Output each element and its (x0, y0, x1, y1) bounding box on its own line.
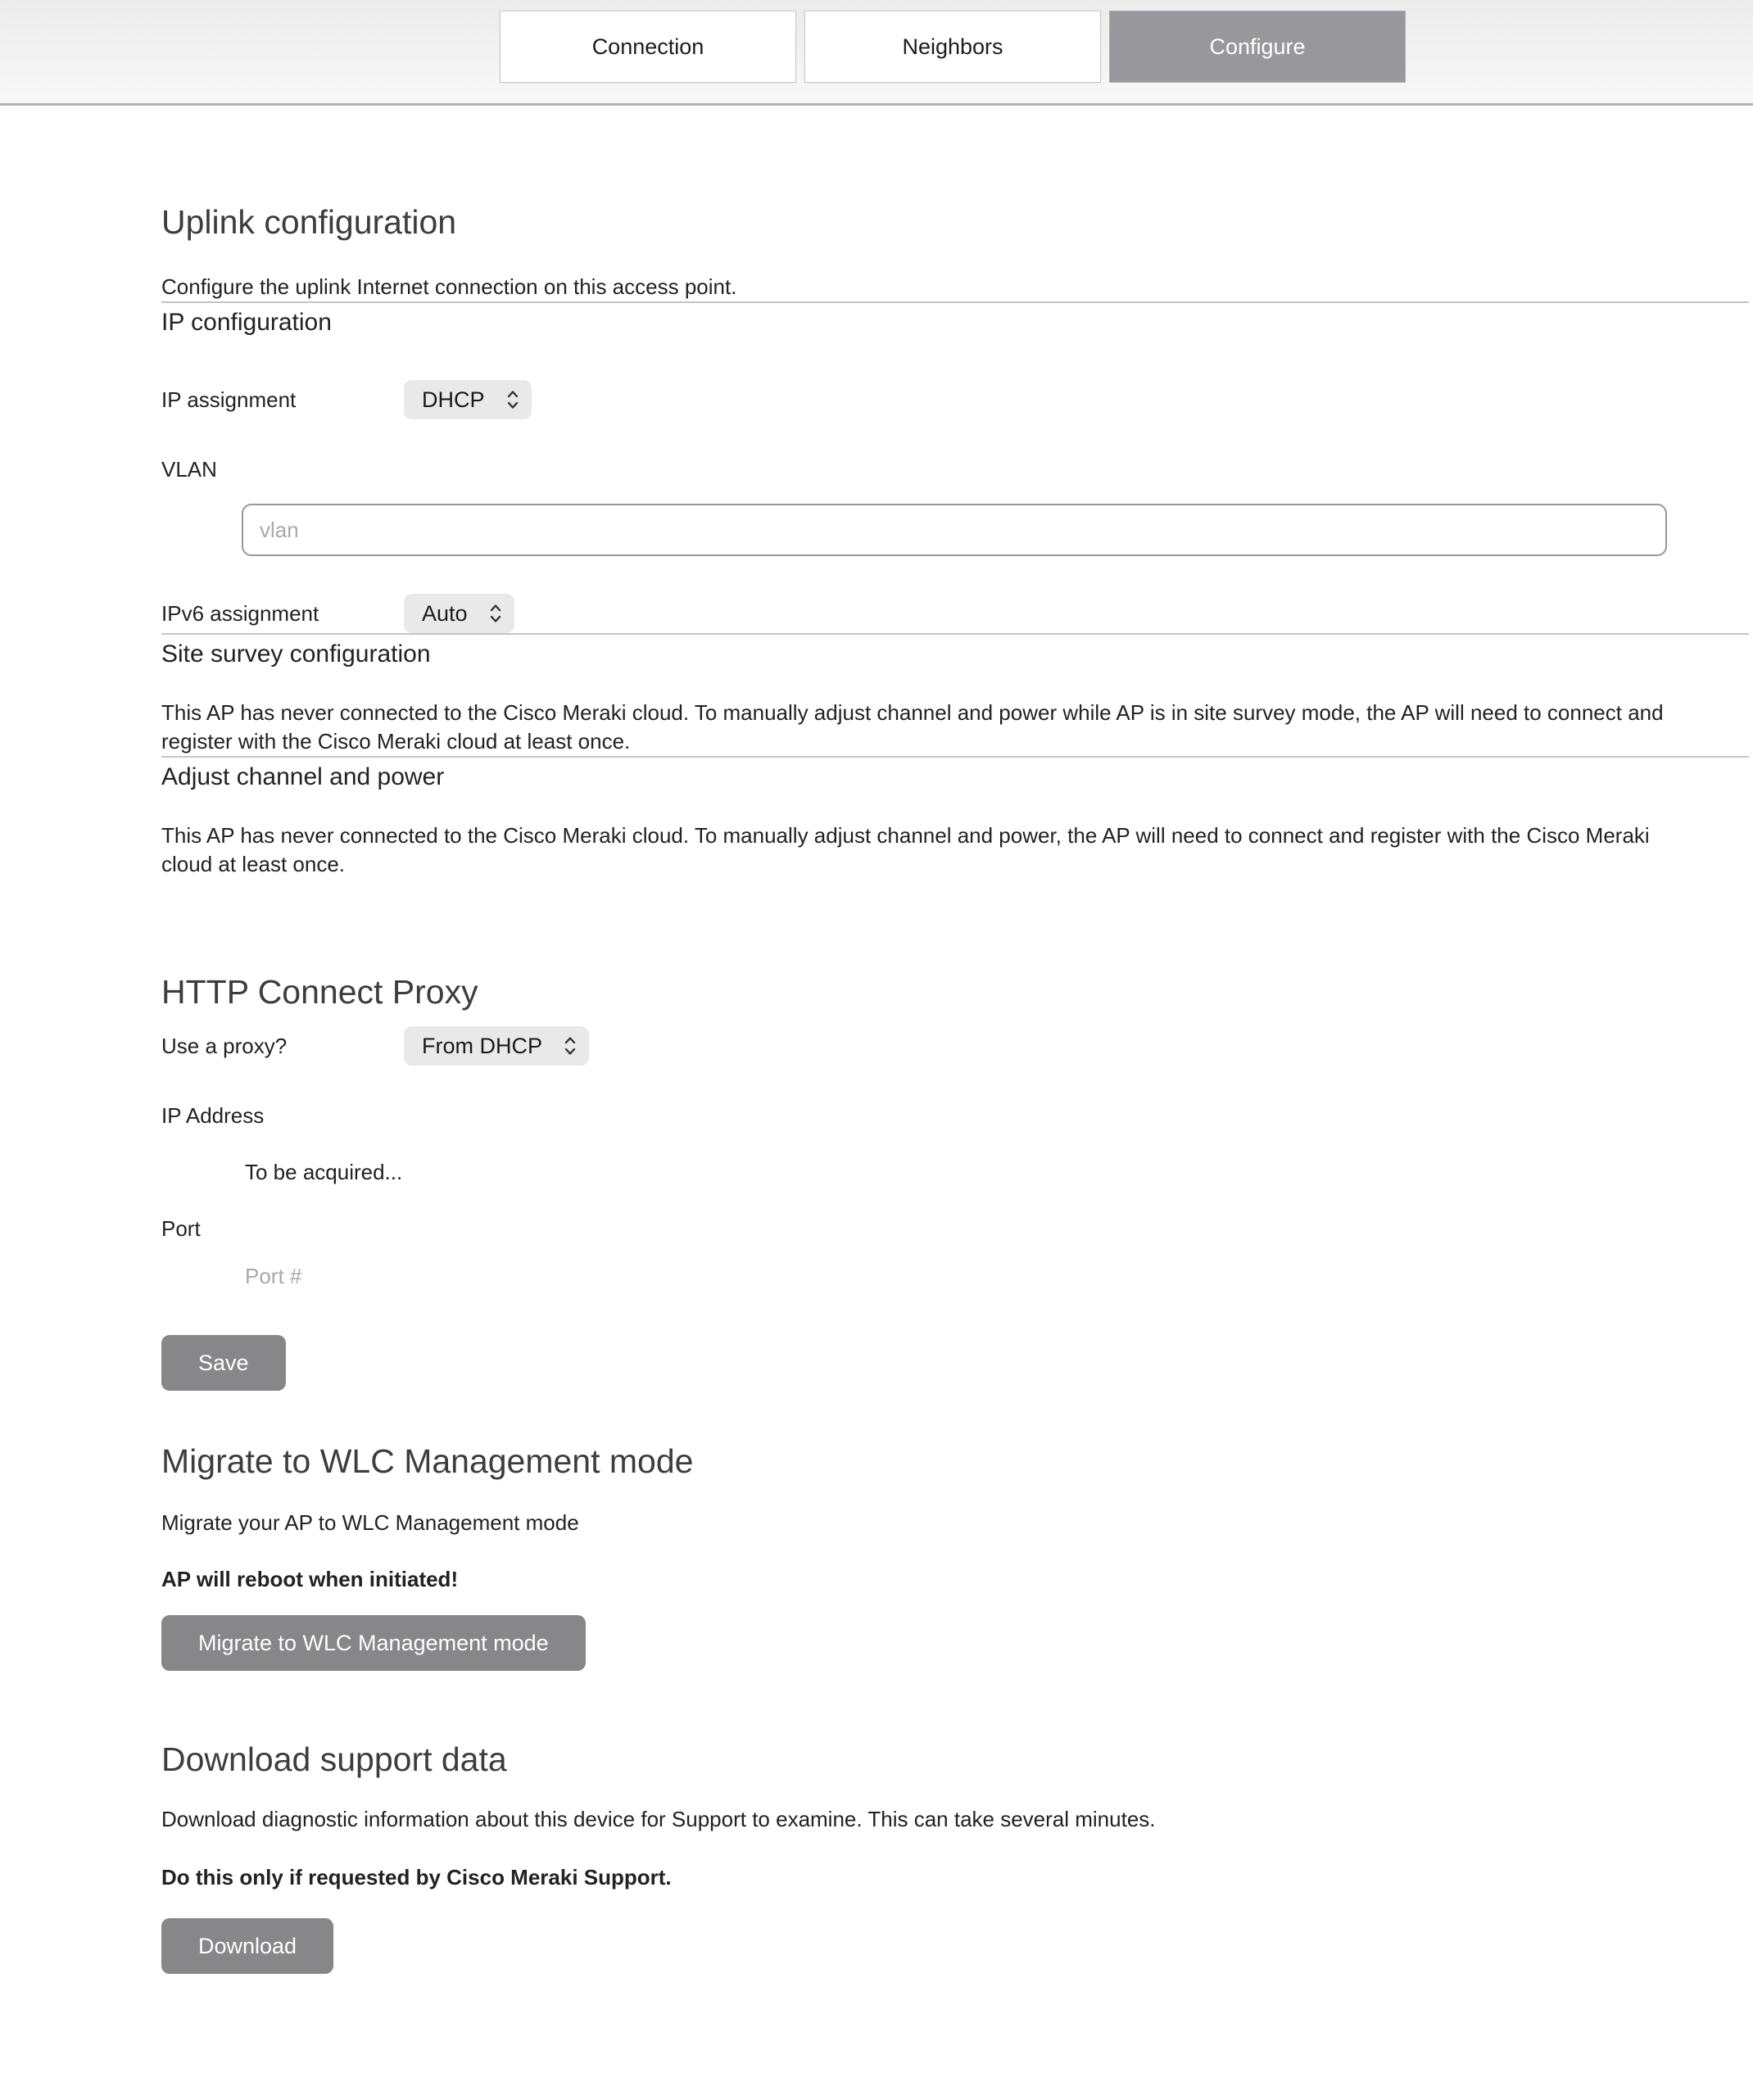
tab-neighbors[interactable]: Neighbors (804, 11, 1101, 83)
use-proxy-select[interactable] (404, 1026, 589, 1066)
chevron-up-down-icon (564, 1035, 577, 1057)
proxy-ip-address-value: To be acquired... (245, 1160, 403, 1184)
proxy-port-label: Port (161, 1216, 201, 1241)
proxy-port-input[interactable] (245, 1253, 655, 1299)
ip-assignment-label: IP assignment (161, 387, 297, 412)
ip-assignment-select[interactable] (404, 380, 532, 419)
section-divider (161, 301, 1749, 303)
tab-configure[interactable]: Configure (1109, 11, 1406, 83)
migrate-wlc-description: Migrate your AP to WLC Management mode (161, 1510, 579, 1535)
proxy-ip-address-label: IP Address (161, 1103, 265, 1128)
download-support-warning: Do this only if requested by Cisco Meraki Support. (161, 1865, 672, 1890)
download-support-description: Download diagnostic information about this device for Support to examine. This can take several minutes. (161, 1807, 1156, 1831)
migrate-wlc-button[interactable]: Migrate to WLC Management mode (161, 1615, 586, 1671)
uplink-configuration-title: Uplink configuration (161, 203, 457, 241)
use-proxy-label: Use a proxy? (161, 1033, 288, 1058)
uplink-configuration-description: Configure the uplink Internet connection on this access point. (161, 274, 737, 299)
migrate-wlc-warning: AP will reboot when initiated! (161, 1567, 459, 1591)
download-support-title: Download support data (161, 1740, 507, 1778)
save-button[interactable]: Save (161, 1335, 286, 1391)
ip-configuration-title: IP configuration (161, 309, 332, 336)
http-connect-proxy-title: HTTP Connect Proxy (161, 973, 478, 1011)
download-button[interactable]: Download (161, 1918, 333, 1974)
section-divider (161, 756, 1749, 758)
use-proxy-selected-value: From DHCP (422, 1033, 542, 1058)
ipv6-assignment-label: IPv6 assignment (161, 600, 319, 626)
site-survey-title: Site survey configuration (161, 640, 431, 668)
ipv6-assignment-row (161, 594, 1671, 633)
ipv6-assignment-selected-value: Auto (422, 600, 468, 626)
adjust-channel-title: Adjust channel and power (161, 763, 445, 790)
use-proxy-row (161, 1026, 1671, 1066)
vlan-input[interactable] (242, 504, 1667, 556)
tab-connection[interactable]: Connection (500, 11, 796, 83)
adjust-channel-description: This AP has never connected to the Cisco Meraki cloud. To manually adjust channel and power, the AP will need to connect and register with the Cisco Meraki cloud at least once. (161, 823, 1650, 876)
section-divider (161, 633, 1749, 635)
ip-assignment-row (161, 380, 1671, 419)
chevron-up-down-icon (489, 603, 502, 624)
ip-assignment-selected-value: DHCP (422, 387, 485, 412)
chevron-up-down-icon (506, 389, 519, 410)
configure-page (0, 202, 1753, 1974)
site-survey-description: This AP has never connected to the Cisco Meraki cloud. To manually adjust channel and power while AP is in site survey mode, the AP will need to connect and register with the Cisco Meraki cloud at least once. (161, 700, 1664, 754)
vlan-label: VLAN (161, 457, 217, 482)
tab-bar (0, 0, 1753, 106)
migrate-wlc-title: Migrate to WLC Management mode (161, 1442, 694, 1480)
ipv6-assignment-select[interactable] (404, 594, 514, 633)
